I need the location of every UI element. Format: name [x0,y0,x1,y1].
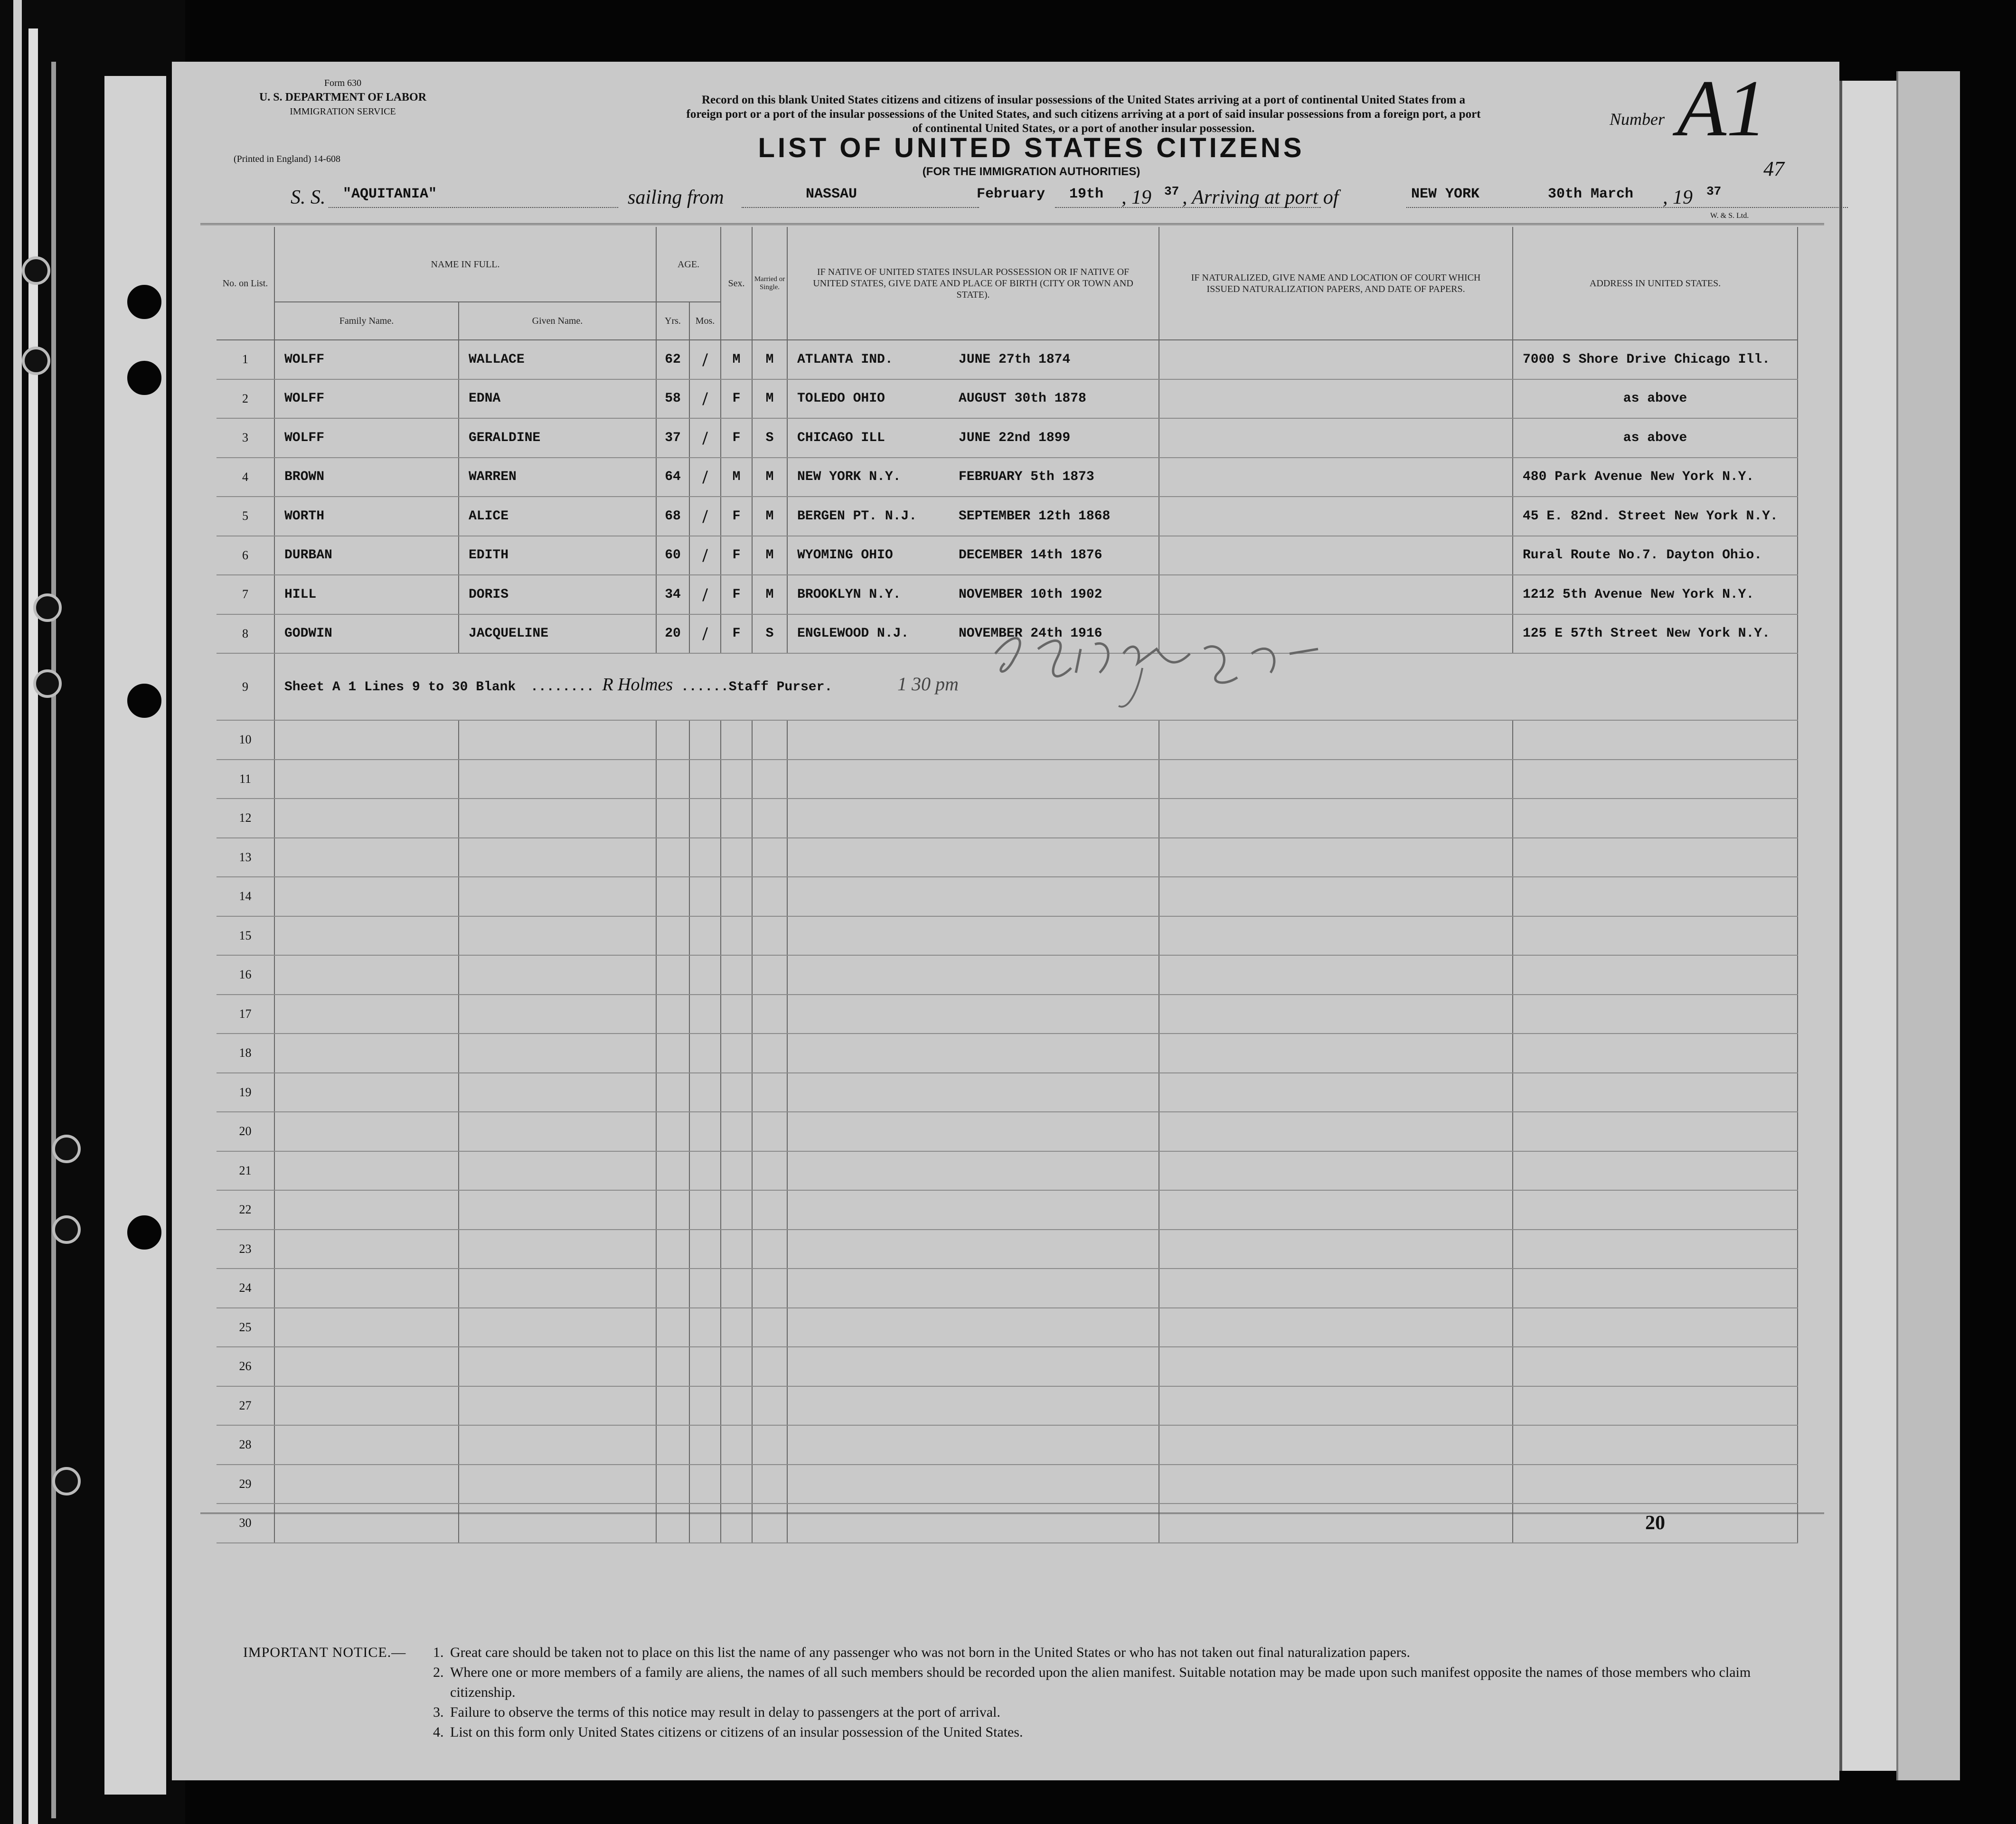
address: 1212 5th Avenue New York N.Y. [1513,575,1798,614]
sail-date: February [977,186,1046,202]
binder-page-edge [104,76,166,1795]
table-row [217,995,1798,1034]
table-row [217,1504,1798,1543]
binder-hole [127,1215,161,1250]
notice-text: Where one or more members of a family are aliens, the names of all such members should be recorded upon the alien manifest. Suitable notation may be made upon such manifest opposite the names of those members who claim citizenship. [450,1664,1751,1700]
family-name: DURBAN [274,536,459,575]
record-line: Record on this blank United States citizens and citizens of insular possessions of the United States arriving at a port of continental United States from a [701,94,1466,106]
notice-text: Great care should be taken not to place on this list the name of any passenger who was not born in the United States or who has not taken out final naturalization papers. [450,1645,1410,1660]
sail-day: 19th [1069,186,1104,202]
naturalization [1159,575,1513,614]
row-number: 7 [217,575,274,614]
binder-strip [28,28,38,1824]
birth-info [787,536,1159,575]
page-number: 47 [1763,157,1784,180]
row-number: 18 [217,1034,274,1073]
form-number: Form 630 [324,78,362,88]
birth-place: BROOKLYN N.Y. [797,587,901,602]
ss-label: S. S. [291,187,326,208]
family-name: WOLFF [274,340,459,379]
row-number: 10 [217,720,274,760]
record-line: of continental United States, or a port of another insular possession. [912,122,1255,135]
marital-status: S [752,418,787,458]
row-number: 8 [217,614,274,654]
address: as above [1513,379,1798,419]
family-name: HILL [274,575,459,614]
passenger-table [217,227,1798,1543]
age-months: / [689,418,721,458]
col-no: No. on List. [217,227,274,340]
table-row [217,379,1798,419]
family-name: BROWN [274,458,459,497]
birth-place: WYOMING OHIO [797,548,893,563]
service: IMMIGRATION SERVICE [290,106,396,117]
age-years: 34 [656,575,689,614]
record-instructions [504,93,1663,136]
table-bottom-rule [200,1513,1824,1514]
table-row [217,497,1798,536]
binder-strip [51,62,56,1818]
row-number: 20 [217,1112,274,1151]
address: 45 E. 82nd. Street New York N.Y. [1513,497,1798,536]
birth-date: JUNE 27th 1874 [959,352,1071,367]
notice-number: 4. [433,1724,444,1740]
col-married: Married or Single. [752,227,787,340]
sex: F [721,497,752,536]
document-title: LIST OF UNITED STATES CITIZENS [758,132,1305,163]
table-row [217,916,1798,956]
row-number: 19 [217,1073,274,1112]
sex: F [721,379,752,419]
naturalization [1159,458,1513,497]
row-number: 6 [217,536,274,575]
birth-date: JUNE 22nd 1899 [959,430,1071,445]
purser-signature: R Holmes [602,674,673,695]
family-name: GODWIN [274,614,459,654]
birth-place: BERGEN PT. N.J. [797,508,917,524]
sail-year: 37 [1164,184,1179,198]
age-months: / [689,340,721,379]
inspector-signature-scrawl [986,621,1328,715]
table-row [217,1112,1798,1151]
given-name: WARREN [459,458,656,497]
address: as above [1513,418,1798,458]
marital-status: M [752,497,787,536]
naturalization [1159,497,1513,536]
address: 7000 S Shore Drive Chicago Ill. [1513,340,1798,379]
notice-text: Failure to observe the terms of this notice may result in delay to passengers at the port of arrival. [450,1704,1000,1720]
table-row [217,1465,1798,1504]
age-months: / [689,379,721,419]
birth-place: NEW YORK N.Y. [797,470,901,485]
printer-mark: W. & S. Ltd. [1710,212,1749,220]
table-top-rule [200,223,1824,225]
age-months: / [689,614,721,654]
birth-place: TOLEDO OHIO [797,391,885,406]
table-row [217,1347,1798,1386]
table-row [217,1151,1798,1191]
table-row [217,1034,1798,1073]
arrival-year: 37 [1706,184,1722,198]
row-number: 25 [217,1308,274,1347]
family-name: WOLFF [274,379,459,419]
year-prefix: , 19 [1663,187,1693,208]
naturalization [1159,536,1513,575]
row-number: 2 [217,379,274,419]
table-row [217,1308,1798,1347]
row-number: 9 [217,653,274,720]
department: U. S. DEPARTMENT OF LABOR [259,91,427,103]
row-number: 13 [217,838,274,877]
notice-item [433,1643,1796,1663]
age-months: / [689,575,721,614]
family-name: WOLFF [274,418,459,458]
birth-info [787,340,1159,379]
row-number: 21 [217,1151,274,1191]
given-name: DORIS [459,575,656,614]
col-naturalized: IF NATURALIZED, GIVE NAME AND LOCATION OF COURT WHICH ISSUED NATURALIZATION PAPERS, AND DATE OF PAPERS. [1159,227,1513,340]
age-years: 62 [656,340,689,379]
age-months: / [689,536,721,575]
table-row [217,340,1798,379]
birth-info [787,575,1159,614]
notice-number: 3. [433,1704,444,1720]
birth-info [787,379,1159,419]
row-number: 15 [217,916,274,956]
sheet-note: Sheet A 1 Lines 9 to 30 Blank [284,679,516,695]
table-row [217,418,1798,458]
given-name: EDITH [459,536,656,575]
col-family-name: Family Name. [274,302,459,340]
row-number: 14 [217,877,274,916]
table-row [217,1425,1798,1465]
row-number: 26 [217,1347,274,1386]
row-number: 28 [217,1425,274,1465]
address: 125 E 57th Street New York N.Y. [1513,614,1798,654]
birth-place: ENGLEWOOD N.J. [797,626,909,641]
birth-info [787,418,1159,458]
family-name: WORTH [274,497,459,536]
col-yrs: Yrs. [656,302,689,340]
table-row [217,536,1798,575]
birth-date: NOVEMBER 10th 1902 [959,587,1102,602]
table-row [217,1230,1798,1269]
binder-hole [127,285,161,319]
col-native: IF NATIVE OF UNITED STATES INSULAR POSSESSION OR IF NATIVE OF UNITED STATES, GIVE DATE AND PLACE OF BIRTH (CITY OR TOWN AND STATE). [787,227,1159,340]
birth-place: ATLANTA IND. [797,352,893,367]
naturalization [1159,340,1513,379]
printed-note: (Printed in England) 14-608 [234,154,340,164]
arrival-date: 30th March [1548,186,1634,202]
row-number: 4 [217,458,274,497]
age-months: / [689,497,721,536]
binder-hole [22,256,50,285]
purser-dots: ...... [680,679,729,695]
col-given-name: Given Name. [459,302,656,340]
notice-items [433,1643,1796,1742]
notice-label: IMPORTANT NOTICE.— [243,1645,406,1660]
age-years: 68 [656,497,689,536]
row-number: 1 [217,340,274,379]
notice-number: 1. [433,1645,444,1660]
number-label: Number [1610,110,1665,129]
arriving-label: , Arriving at port of [1182,187,1339,208]
table-row [217,877,1798,916]
sailing-label: sailing from [628,187,724,208]
marital-status: S [752,614,787,654]
inspector-signature [986,654,1328,720]
binder-hole [22,347,50,375]
notice-item [433,1702,1796,1722]
notice-item [433,1663,1796,1702]
table-row [217,1386,1798,1426]
row-number: 27 [217,1386,274,1426]
row-number: 24 [217,1269,274,1308]
marital-status: M [752,379,787,419]
table-row [217,458,1798,497]
ship-underline [329,207,618,208]
sex: F [721,575,752,614]
table-row [217,955,1798,995]
naturalization [1159,418,1513,458]
sex: F [721,536,752,575]
marital-status: M [752,340,787,379]
table-row [217,1190,1798,1230]
table-row [217,575,1798,614]
sex: M [721,458,752,497]
birth-date: FEBRUARY 5th 1873 [959,470,1094,485]
binder-hole [52,1215,81,1244]
from-port: NASSAU [806,186,857,202]
sex: F [721,614,752,654]
table-row [217,760,1798,799]
marital-status: M [752,575,787,614]
naturalization [1159,379,1513,419]
age-months: / [689,458,721,497]
binder-hole [127,684,161,718]
row-number: 30 [217,1504,274,1543]
year-prefix: , 19 [1121,187,1151,208]
col-address: ADDRESS IN UNITED STATES. [1513,227,1798,340]
record-line: foreign port or a port of the insular possessions of the United States, and such citizens arriving at a port of said insular possessions from a foreign port, a port [686,108,1481,121]
arrival-port: NEW YORK [1411,186,1480,202]
marital-status: M [752,458,787,497]
document-subtitle: (FOR THE IMMIGRATION AUTHORITIES) [922,165,1140,178]
row-number: 22 [217,1190,274,1230]
from-underline [742,207,979,208]
row-number: 29 [217,1465,274,1504]
birth-place: CHICAGO ILL [797,430,885,445]
col-name-in-full: NAME IN FULL. [274,227,656,302]
number-value: A1 [1677,64,1767,153]
row-number: 11 [217,760,274,799]
age-years: 20 [656,614,689,654]
next-page-edge [1839,81,1899,1771]
binder-hole [33,593,62,622]
row-number: 16 [217,955,274,995]
binder-strip [13,0,22,1824]
signature-dots: ........ [530,679,594,695]
next-page-edge [1896,71,1960,1780]
row-number: 5 [217,497,274,536]
table-row [217,1269,1798,1308]
arrival-underline [1406,207,1848,208]
inspector-note: 1 30 pm [897,673,959,695]
address: Rural Route No.7. Dayton Ohio. [1513,536,1798,575]
birth-date: DECEMBER 14th 1876 [959,548,1102,563]
table-row [217,838,1798,877]
sex: M [721,340,752,379]
notice-text: List on this form only United States citizens or citizens of an insular possession of the United States. [450,1724,1023,1740]
sheet-note-cell [274,653,1798,720]
row-number: 23 [217,1230,274,1269]
given-name: EDNA [459,379,656,419]
sex: F [721,418,752,458]
table-row-9 [217,653,1798,720]
binder-hole [52,1135,81,1163]
col-sex: Sex. [721,227,752,340]
age-years: 64 [656,458,689,497]
table-row [217,799,1798,838]
form-header [243,76,443,119]
address: 480 Park Avenue New York N.Y. [1513,458,1798,497]
birth-info [787,458,1159,497]
age-years: 60 [656,536,689,575]
row-number: 12 [217,799,274,838]
manifest-page [172,62,1839,1780]
birth-date: AUGUST 30th 1878 [959,391,1086,406]
age-years: 58 [656,379,689,419]
birth-info [787,497,1159,536]
purser-title: Staff Purser. [728,679,833,695]
binder-hole [52,1467,81,1495]
birth-date: SEPTEMBER 12th 1868 [959,508,1111,524]
table-row [217,720,1798,760]
given-name: ALICE [459,497,656,536]
birth-date: NOVEMBER 24th 1916 [959,626,1102,641]
row-number: 17 [217,995,274,1034]
row30-mark: 20 [1513,1504,1798,1543]
row-number: 3 [217,418,274,458]
table-row [217,1073,1798,1112]
binder-hole [33,669,62,698]
notice-item [433,1722,1796,1742]
given-name: GERALDINE [459,418,656,458]
notice-number: 2. [433,1664,444,1680]
given-name: WALLACE [459,340,656,379]
given-name: JACQUELINE [459,614,656,654]
col-mos: Mos. [689,302,721,340]
ship-name: "AQUITANIA" [343,186,437,202]
col-age: AGE. [656,227,721,302]
marital-status: M [752,536,787,575]
age-years: 37 [656,418,689,458]
binder-hole [127,361,161,395]
